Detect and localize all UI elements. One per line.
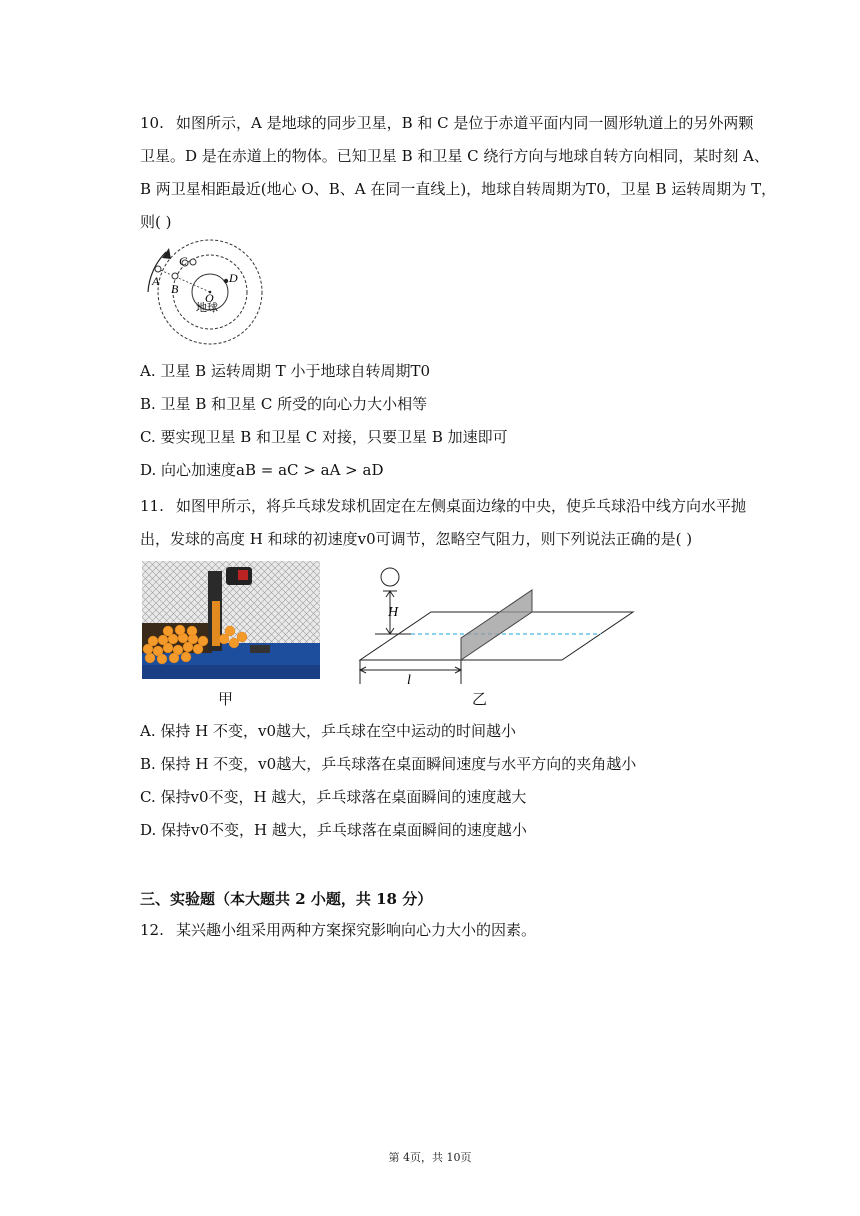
label-O: O (205, 291, 214, 305)
q10-option-c: C. 要实现卫星 B 和卫星 C 对接，只要卫星 B 加速即可 (140, 428, 508, 446)
label-B: B (171, 282, 179, 296)
ball (381, 568, 399, 586)
ping-pong-machine-photo (142, 561, 320, 679)
q10-text-1: 如图所示，A 是地球的同步卫星，B 和 C 是位于赤道平面内同一圆形轨道上的另外两颗 (176, 114, 754, 132)
satellite-C2 (190, 259, 196, 265)
q10-number: 10. (140, 114, 164, 132)
label-D: D (229, 271, 238, 285)
q11-option-d: D. 保持v0不变，H 越大，乒乓球落在桌面瞬间的速度越小 (140, 821, 527, 839)
table-diagram (355, 562, 637, 686)
q10-line-1 (140, 112, 753, 134)
label-A: A (152, 274, 160, 288)
rotation-arrow-icon (162, 248, 171, 259)
q10-option-a: A. 卫星 B 运转周期 T 小于地球自转周期T0 (140, 362, 431, 380)
q10-option-b: B. 卫星 B 和卫星 C 所受的向心力大小相等 (140, 395, 428, 413)
q10-line-3: B 两卫星相距最近(地心 O、B、A 在同一直线上)，地球自转周期为T0，卫星 B 运转周期为 T， (140, 180, 777, 198)
q11-text-1: 如图甲所示，将乒乓球发球机固定在左侧桌面边缘的中央，使乒乓球沿中线方向水平抛 (176, 497, 747, 515)
net (461, 590, 532, 660)
q11-option-b: B. 保持 H 不变，v0越大，乒乓球落在桌面瞬间速度与水平方向的夹角越小 (140, 755, 637, 773)
label-l: l (407, 673, 411, 686)
q11-number: 11. (140, 497, 164, 515)
q11-option-c: C. 保持v0不变，H 越大，乒乓球落在桌面瞬间的速度越大 (140, 788, 527, 806)
label-H: H (388, 605, 399, 620)
q12-text-1: 某兴趣小组采用两种方案探究影响向心力大小的因素。 (176, 921, 537, 939)
page-footer: 第 4页，共 10页 (388, 1151, 472, 1164)
q11-line-1 (140, 495, 746, 517)
q10-option-d: D. 向心加速度aB = aC > aA > aD (140, 461, 384, 479)
q10-line-2: 卫星。D 是在赤道上的物体。已知卫星 B 和卫星 C 绕行方向与地球自转方向相同，某时刻 A、 (140, 147, 769, 165)
label-C: C (179, 254, 188, 268)
q11-line-2: 出，发球的高度 H 和球的初速度v0可调节，忽略空气阻力，则下列说法正确的是( ) (140, 530, 693, 548)
caption-yi: 乙 (472, 690, 488, 708)
object-D (224, 279, 228, 283)
q10-line-4: 则( ) (140, 213, 172, 231)
q11-option-a: A. 保持 H 不变，v0越大，乒乓球在空中运动的时间越小 (140, 722, 517, 740)
orbit-diagram (138, 238, 268, 350)
satellite-B (172, 273, 178, 279)
caption-jia: 甲 (218, 690, 234, 708)
section-3-heading: 三、实验题（本大题共 2 小题，共 18 分） (140, 890, 433, 908)
q12-line-1 (140, 919, 536, 941)
satellite-A (155, 266, 161, 272)
q12-number: 12. (140, 921, 164, 939)
label-earth: 地球 (196, 301, 218, 314)
